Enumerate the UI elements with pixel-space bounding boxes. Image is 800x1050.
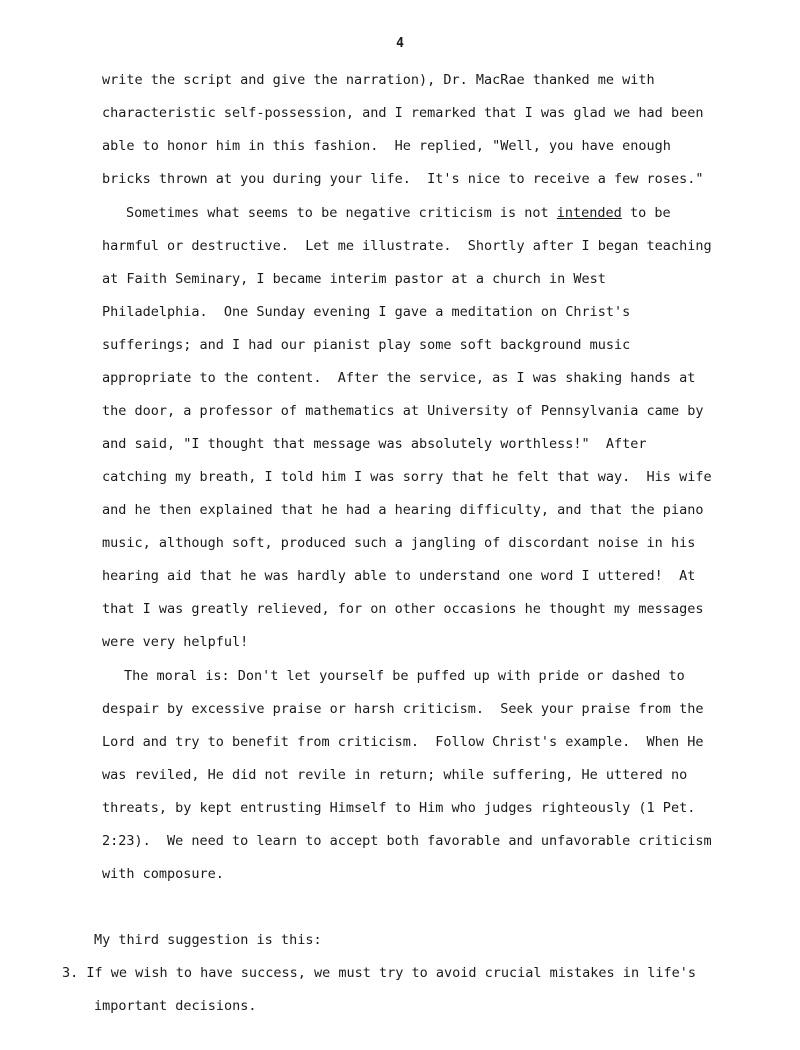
text-line: with composure. xyxy=(102,866,224,882)
text-line: the door, a professor of mathematics at University of Pennsylvania came by xyxy=(102,403,704,419)
text-line: harmful or destructive. Let me illustrate. Shortly after I began teaching xyxy=(102,238,712,254)
text-line: that I was greatly relieved, for on other occasions he thought my messages xyxy=(102,601,704,617)
text-line: hearing aid that he was hardly able to understand one word I uttered! At xyxy=(102,568,696,584)
text-line: Lord and try to benefit from criticism. Follow Christ's example. When He xyxy=(102,734,704,750)
list-item-3: 3. If we wish to have success, we must try to avoid crucial mistakes in life's xyxy=(62,965,696,981)
text-line: at Faith Seminary, I became interim pastor at a church in West xyxy=(102,271,606,287)
text-line: write the script and give the narration), Dr. MacRae thanked me with xyxy=(102,72,655,88)
text-line: characteristic self-possession, and I remarked that I was glad we had been xyxy=(102,105,704,121)
text-line: threats, by kept entrusting Himself to Him who judges righteously (1 Pet. xyxy=(102,800,696,816)
text-line: sufferings; and I had our pianist play some soft background music xyxy=(102,337,631,353)
page-number: 4 xyxy=(396,36,404,51)
text-line: important decisions. xyxy=(94,998,257,1014)
text-line: was reviled, He did not revile in return; while suffering, He uttered no xyxy=(102,767,688,783)
text-line: The moral is: Don't let yourself be puffed up with pride or dashed to xyxy=(124,668,685,684)
text-line: catching my breath, I told him I was sorry that he felt that way. His wife xyxy=(102,469,712,485)
text-line: were very helpful! xyxy=(102,634,249,650)
text-line: and he then explained that he had a hearing difficulty, and that the piano xyxy=(102,502,704,518)
text-segment: Sometimes what seems to be negative criticism is not xyxy=(126,205,557,221)
text-line: 2:23). We need to learn to accept both favorable and unfavorable criticism xyxy=(102,833,712,849)
text-line: despair by excessive praise or harsh criticism. Seek your praise from the xyxy=(102,701,704,717)
text-line: appropriate to the content. After the service, as I was shaking hands at xyxy=(102,370,696,386)
text-segment: to be xyxy=(621,205,671,221)
text-line: My third suggestion is this: xyxy=(94,932,322,948)
text-line: music, although soft, produced such a jangling of discordant noise in his xyxy=(102,535,696,551)
underlined-word: intended xyxy=(556,205,622,221)
text-line: and said, "I thought that message was absolutely worthless!" After xyxy=(102,436,647,452)
text-line: able to honor him in this fashion. He replied, "Well, you have enough xyxy=(102,138,671,154)
text-line: Philadelphia. One Sunday evening I gave a meditation on Christ's xyxy=(102,304,631,320)
text-line xyxy=(126,203,671,223)
text-line: bricks thrown at you during your life. It's nice to receive a few roses." xyxy=(102,171,704,187)
